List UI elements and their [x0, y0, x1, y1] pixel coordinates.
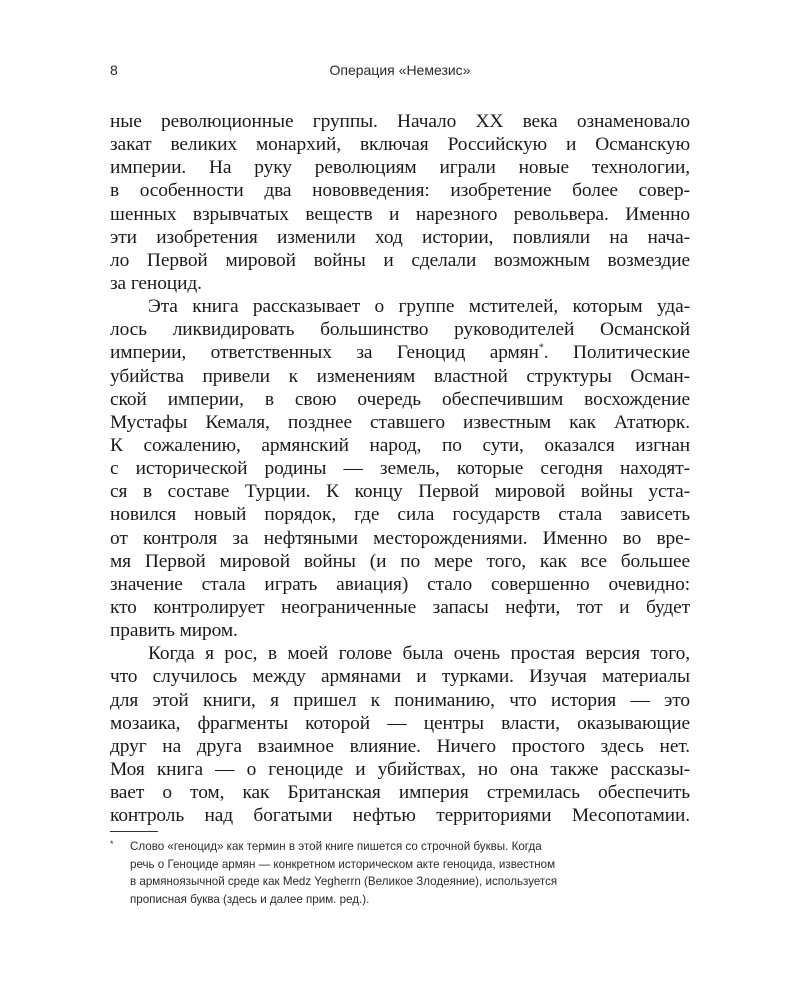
- page-header: [110, 62, 690, 86]
- text-line: ло Первой мировой войны и сделали возможным возмездие: [110, 249, 690, 271]
- text-line: лось ликвидировать большинство руководителей Османской: [110, 319, 690, 341]
- text-line: друг на друга взаимное влияние. Ничего простого здесь нет.: [110, 735, 690, 757]
- text-line: Эта книга рассказывает о группе мстителей, которым уда-: [148, 296, 690, 318]
- text-line: для этой книги, я пришел к пониманию, что история — это: [110, 689, 690, 711]
- text-line: Мустафы Кемаля, позднее ставшего известным как Ататюрк.: [110, 411, 690, 433]
- text-line: с исторической родины — земель, которые сегодня находят-: [110, 458, 690, 480]
- text-line: Когда я рос, в моей голове была очень простая версия того,: [148, 643, 690, 665]
- text-line: что случилось между армянами и турками. Изучая материалы: [110, 666, 690, 688]
- paragraph-1: [110, 110, 690, 295]
- text-line: эти изобретения изменили ход истории, повлияли на нача-: [110, 226, 690, 248]
- running-title: Операция «Немезис»: [329, 62, 471, 78]
- text-line: вает о том, как Британская империя стремилась обеспечить: [110, 782, 690, 804]
- text-line: ской империи, в свою очередь обеспечившим восхождение: [110, 388, 690, 410]
- paragraph-3: [110, 642, 690, 827]
- text-line: К сожалению, армянский народ, по сути, оказался изгнан: [110, 434, 690, 456]
- text-line: Моя книга — о геноциде и убийствах, но она также рассказы-: [110, 758, 690, 780]
- footnote-divider: [110, 831, 158, 832]
- text-line: мозаика, фрагменты которой — центры власти, оказывающие: [110, 712, 690, 734]
- text-line: империи. На руку революциям играли новые технологии,: [110, 157, 690, 179]
- text-line: от контроля за нефтяными месторождениями. Именно во вре-: [110, 527, 690, 549]
- body-text: [110, 110, 690, 827]
- page-number: 8: [110, 62, 118, 78]
- text-line: за геноцид.: [110, 272, 202, 294]
- text-line: закат великих монархий, включая Российскую и Османскую: [110, 134, 690, 156]
- footnote-line: прописная буква (здесь и далее прим. ред.).: [130, 892, 370, 906]
- footnote-line: Слово «геноцид» как термин в этой книге пишется со строчной буквы. Когда: [130, 840, 542, 853]
- text-line-with-footnote-ref: [110, 341, 690, 364]
- footnote-line: в армяноязычной среде как Medz Yegherrn (Великое Злодеяние), используется: [130, 875, 558, 888]
- text-line: мя Первой мировой войны (и по мере того, как все большее: [110, 550, 690, 572]
- text-line: убийства привели к изменениям властной структуры Осман-: [110, 365, 690, 387]
- text-line: значение стала играть авиация) стало совершенно очевидно:: [110, 573, 690, 595]
- text-line: ные революционные группы. Начало XX века ознаменовало: [110, 111, 690, 132]
- text-line: ся в составе Турции. К концу Первой мировой войны уста-: [110, 481, 690, 503]
- text-line: новился новый порядок, где сила государств стала зависеть: [110, 504, 690, 526]
- text-line: править миром.: [110, 620, 238, 642]
- footnote-text: [130, 838, 690, 908]
- text-line: шенных взрывчатых веществ и нарезного револьвера. Именно: [110, 203, 690, 225]
- text-line: в особенности два нововведения: изобретение более совер-: [110, 180, 690, 202]
- text-segment: . Политические: [543, 342, 690, 364]
- text-line: контроль над богатыми нефтью территориями Месопотамии.: [110, 805, 690, 827]
- footnote-reference[interactable]: *: [538, 342, 544, 354]
- text-segment: империи, ответственных за Геноцид армян: [110, 342, 539, 364]
- footnote-line: речь о Геноциде армян — конкретном историческом акте геноцида, известном: [130, 857, 556, 871]
- paragraph-2: [110, 295, 690, 642]
- text-line: кто контролирует неограниченные запасы нефти, тот и будет: [110, 596, 690, 618]
- footnote-mark: *: [110, 839, 114, 849]
- footnote: [110, 838, 690, 908]
